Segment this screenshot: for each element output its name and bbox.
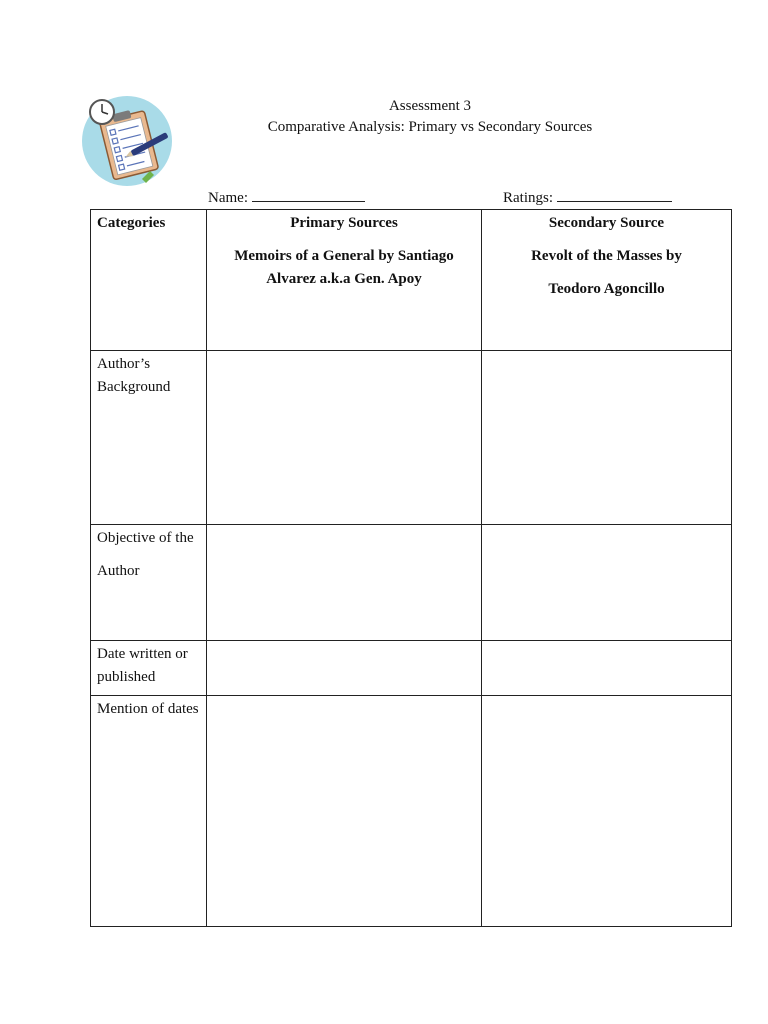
ratings-field[interactable]: [503, 188, 672, 207]
comparison-table: [90, 209, 732, 927]
table-row: [91, 641, 732, 696]
ratings-label: Ratings:: [503, 190, 554, 206]
row-label-objective: [91, 525, 207, 641]
table-row: [91, 696, 732, 927]
name-label: Name:: [208, 190, 248, 206]
answer-cell-secondary[interactable]: [482, 696, 732, 927]
answer-cell-secondary[interactable]: [482, 641, 732, 696]
table-header-row: [91, 210, 732, 351]
categories-header: Categories: [91, 210, 207, 351]
secondary-source-header: [482, 210, 732, 351]
row-label-objective-line1: Objective of the: [97, 530, 194, 546]
document-subtitle: Comparative Analysis: Primary vs Secondary Sources: [267, 119, 593, 135]
table-row: [91, 525, 732, 641]
secondary-work-author: Teodoro Agoncillo: [548, 281, 665, 297]
answer-cell-secondary[interactable]: [482, 525, 732, 641]
ratings-blank-line[interactable]: [557, 188, 672, 202]
title-block: [240, 96, 620, 138]
name-blank-line[interactable]: [252, 188, 365, 202]
answer-cell-secondary[interactable]: [482, 351, 732, 525]
secondary-source-label: Secondary Source: [548, 215, 665, 231]
primary-sources-header: [207, 210, 482, 351]
table-row: [91, 351, 732, 525]
row-label-mention-of-dates: Mention of dates: [91, 696, 207, 927]
row-label-date-written: Date written or published: [91, 641, 207, 696]
primary-sources-label: Primary Sources: [290, 215, 398, 231]
primary-work-title: Memoirs of a General by Santiago Alvarez a.k.a Gen. Apoy: [234, 248, 454, 287]
name-field[interactable]: [208, 188, 365, 207]
document-title: Assessment 3: [388, 98, 472, 114]
secondary-work-title: Revolt of the Masses by: [531, 248, 682, 264]
row-label-objective-line2: Author: [97, 563, 140, 579]
answer-cell-primary[interactable]: [207, 351, 482, 525]
student-fields: [0, 188, 768, 208]
answer-cell-primary[interactable]: [207, 641, 482, 696]
answer-cell-primary[interactable]: [207, 696, 482, 927]
row-label-authors-background: Author’s Background: [91, 351, 207, 525]
answer-cell-primary[interactable]: [207, 525, 482, 641]
clipboard-clipart-icon: [80, 93, 176, 189]
